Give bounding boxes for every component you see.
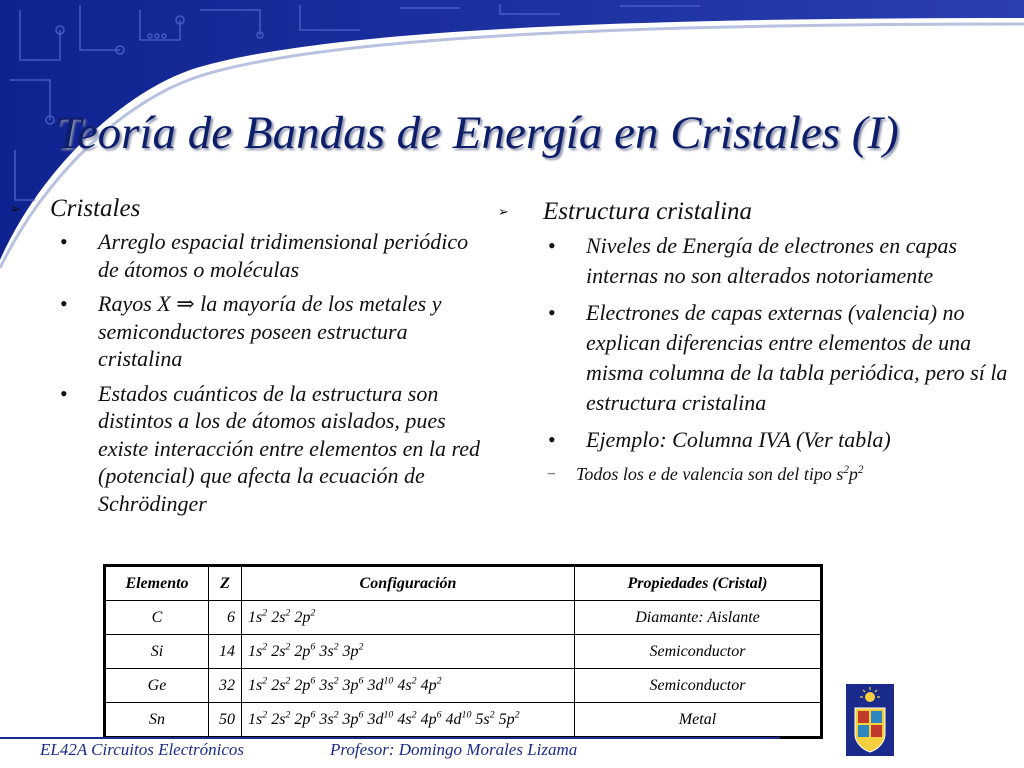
orbital-exponent: 2 (285, 675, 291, 687)
sub-bullet: – Todos los e de valencia son del tipo $s^2p^2$ (548, 464, 864, 484)
orbital-exponent: 2 (285, 709, 291, 721)
list-item: • Electrones de capas externas (valencia) no explican diferencias entre elementos de una misma columna de la tabla periódica, pero sí la estructura cristalina (548, 300, 1008, 415)
left-bullet-list (60, 228, 480, 517)
orbital-exponent: 2 (285, 641, 291, 653)
footer-professor: Profesor: Domingo Morales Lizama (330, 740, 578, 759)
element-table (103, 564, 823, 739)
table-header-row (105, 566, 822, 601)
orbital-exponent: 6 (310, 709, 316, 721)
cell-z: 50 (209, 703, 242, 738)
orbital: 2p (294, 608, 311, 626)
header-z: Z (209, 566, 242, 601)
orbital-exponent: 2 (310, 607, 316, 619)
bullet-dot-icon: • (60, 229, 68, 254)
orbital-exponent: 2 (436, 675, 442, 687)
orbital-exponent: 6 (358, 675, 364, 687)
cell-property: Diamante: Aislante (575, 601, 822, 635)
orbital: 3s (319, 710, 334, 728)
cell-configuration (242, 669, 575, 703)
right-column (498, 197, 1013, 486)
cell-element: Si (105, 635, 209, 669)
table-row (105, 703, 822, 738)
orbital: 5p (498, 710, 515, 728)
orbital-exponent: 2 (411, 709, 417, 721)
orbital: 2p (294, 710, 311, 728)
header-propiedades: Propiedades (Cristal) (575, 566, 822, 601)
orbital: 3s (319, 676, 334, 694)
orbital-exponent: 2 (262, 675, 268, 687)
cell-configuration (242, 703, 575, 738)
orbital: 2s (271, 676, 286, 694)
orbital: 4d (445, 710, 462, 728)
table-row (105, 669, 822, 703)
list-item: • Ejemplo: Columna IVA (Ver tabla) (548, 425, 1013, 455)
cell-property: Semiconductor (575, 635, 822, 669)
cell-z: 14 (209, 635, 242, 669)
bullet-dot-icon: • (548, 233, 556, 258)
orbital-exponent: 6 (310, 675, 316, 687)
orbital: 1s (248, 642, 263, 660)
orbital: 4s (397, 676, 412, 694)
orbital: 3s (319, 642, 334, 660)
orbital-exponent: 2 (333, 675, 339, 687)
orbital-exponent: 10 (383, 709, 394, 721)
arrow-bullet-icon: ➢ (10, 201, 21, 216)
orbital-exponent: 10 (383, 675, 394, 687)
orbital-exponent: 10 (461, 709, 472, 721)
orbital: 3p (342, 642, 359, 660)
arrow-bullet-icon: ➢ (498, 204, 509, 219)
cell-configuration (242, 635, 575, 669)
right-bullet-list (548, 231, 1013, 455)
orbital-exponent: 2 (489, 709, 495, 721)
orbital-exponent: 2 (411, 675, 417, 687)
bullet-dot-icon: • (60, 291, 68, 316)
orbital: 2s (271, 642, 286, 660)
cell-z: 32 (209, 669, 242, 703)
table-row (105, 601, 822, 635)
footer-course: EL42A Circuitos Electrónicos (40, 740, 244, 759)
header-elemento: Elemento (105, 566, 209, 601)
cell-property: Semiconductor (575, 669, 822, 703)
orbital-exponent: 6 (358, 709, 364, 721)
orbital: 3p (342, 710, 359, 728)
footer-divider (0, 737, 780, 739)
orbital-exponent: 2 (333, 641, 339, 653)
cell-element: Sn (105, 703, 209, 738)
table-row (105, 635, 822, 669)
orbital: 2s (271, 608, 286, 626)
orbital-exponent: 2 (514, 709, 520, 721)
cell-element: Ge (105, 669, 209, 703)
orbital: 2p (294, 676, 311, 694)
orbital: 3p (342, 676, 359, 694)
table-body (105, 601, 822, 738)
slide-title: Teoría de Bandas de Energía en Cristales (I) (55, 107, 899, 159)
list-item: • Niveles de Energía de electrones en capas internas no son alterados notoriamente (548, 233, 958, 288)
bullet-dot-icon: • (548, 427, 556, 452)
right-heading: ➢ Estructura cristalina (498, 198, 753, 225)
orbital: 3d (367, 676, 384, 694)
cell-element: C (105, 601, 209, 635)
bullet-dot-icon: • (60, 380, 68, 406)
orbital-exponent: 2 (333, 709, 339, 721)
list-item: • Estados cuánticos de la estructura son distintos a los de átomos aislados, pues existe interacción entre elementos en la red (potencial) que afecta la ecuación de Schrödinger (60, 380, 481, 516)
orbital: 1s (248, 676, 263, 694)
orbital-exponent: 6 (436, 709, 442, 721)
dash-bullet-icon: – (548, 466, 555, 481)
orbital-exponent: 2 (262, 709, 268, 721)
orbital-exponent: 2 (285, 607, 291, 619)
university-logo-icon (846, 684, 894, 756)
orbital: 5s (475, 710, 490, 728)
orbital-exponent: 2 (262, 641, 268, 653)
orbital: 4p (420, 710, 437, 728)
left-column (10, 194, 480, 524)
cell-property: Metal (575, 703, 822, 738)
bullet-dot-icon: • (548, 300, 556, 325)
orbital-exponent: 2 (262, 607, 268, 619)
orbital: 1s (248, 710, 263, 728)
header-configuracion: Configuración (242, 566, 575, 601)
orbital: 2p (294, 642, 311, 660)
orbital: 1s (248, 608, 263, 626)
orbital: 4s (397, 710, 412, 728)
orbital: 3d (367, 710, 384, 728)
orbital: 2s (271, 710, 286, 728)
left-heading: ➢ Cristales (10, 195, 141, 222)
list-item: • Rayos X ⇒ la mayoría de los metales y semiconductores poseen estructura cristalina (60, 291, 442, 371)
cell-z: 6 (209, 601, 242, 635)
orbital: 4p (420, 676, 437, 694)
cell-configuration (242, 601, 575, 635)
orbital-exponent: 2 (358, 641, 364, 653)
orbital-exponent: 6 (310, 641, 316, 653)
list-item: • Arreglo espacial tridimensional periódico de átomos o moléculas (60, 229, 469, 282)
